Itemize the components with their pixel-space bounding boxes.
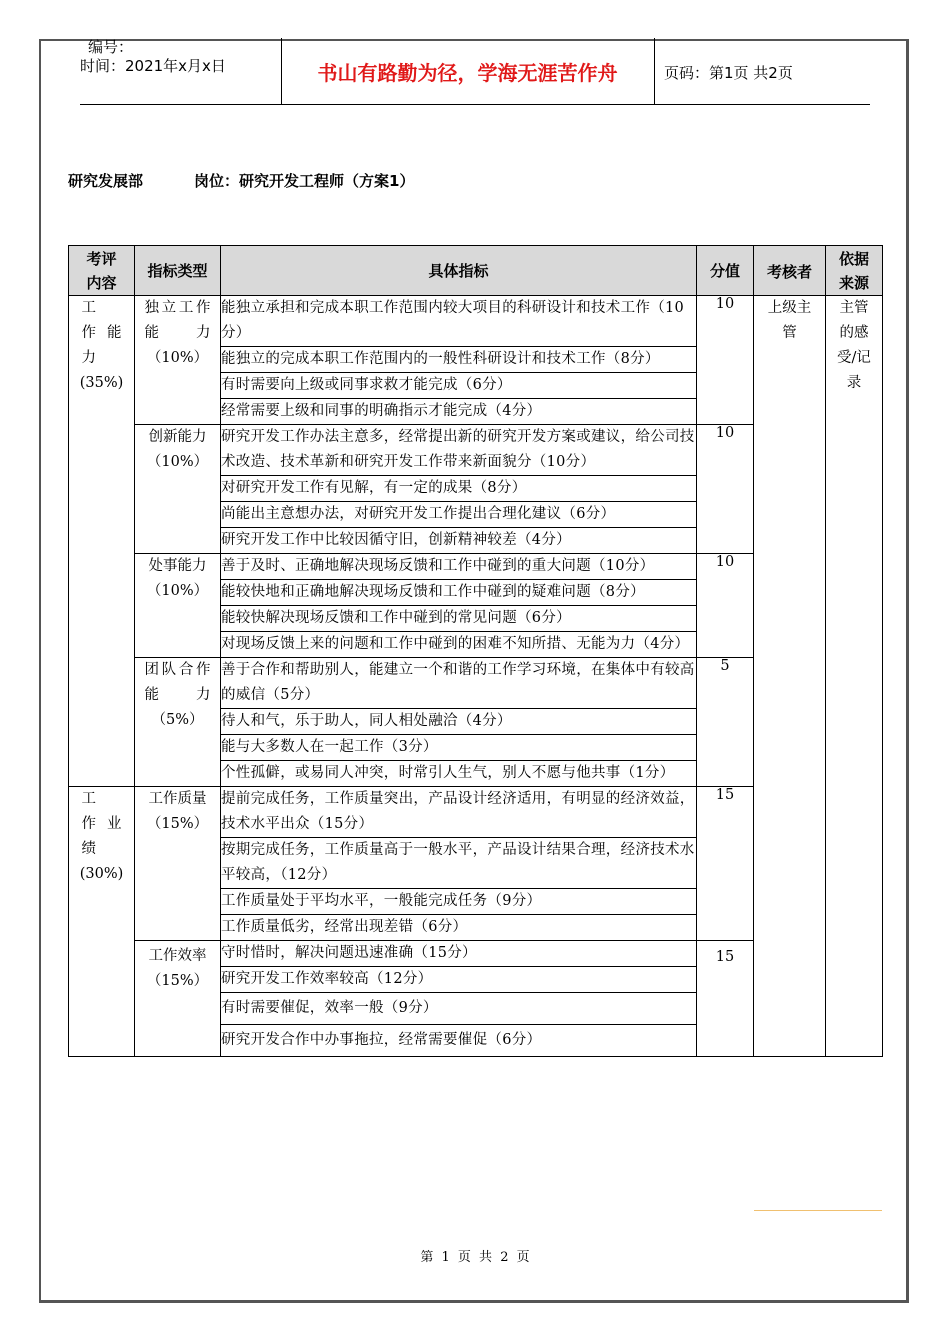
indicator-cell: 提前完成任务，工作质量突出，产品设计经济适用，有明显的经济效益，技术水平出众（15分）: [221, 787, 697, 838]
score-cell: 10: [697, 296, 754, 425]
reviewer-cell: 上级主管: [754, 296, 826, 1057]
indicator-cell: 按期完成任务，工作质量高于一般水平，产品设计结果合理，经济技术水平较高，（12分）: [221, 838, 697, 889]
header-area: 考评内容: [69, 246, 135, 296]
indicator-cell: 有时需要催促，效率一般（9分）: [221, 993, 697, 1025]
document-header: [80, 38, 870, 104]
indicator-cell: 研究开发工作中比较因循守旧，创新精神较差（4分）: [221, 528, 697, 554]
number-label: 编号：: [88, 38, 134, 56]
date-label: 时间：2021年x月x日: [80, 57, 226, 75]
score-cell: 10: [697, 554, 754, 658]
category-name: 处事能力: [148, 558, 207, 574]
score-cell: 10: [697, 425, 754, 554]
score-cell: 15: [697, 787, 754, 941]
indicator-cell: 能与大多数人在一起工作（3分）: [221, 735, 697, 761]
evaluation-table: [68, 245, 883, 1057]
area-weight: (35%): [79, 375, 124, 391]
area-name: 工 作业 绩: [81, 791, 136, 857]
header-rule: [80, 104, 870, 105]
category-cell: [135, 787, 221, 941]
category-weight: （15%）: [146, 816, 209, 832]
indicator-cell: 对现场反馈上来的问题和工作中碰到的困难不知所措、无能为力（4分）: [221, 632, 697, 658]
category-weight: （15%）: [146, 973, 209, 989]
indicator-cell: 善于及时、正确地解决现场反馈和工作中碰到的重大问题（10分）: [221, 554, 697, 580]
indicator-cell: 能独立承担和完成本职工作范围内较大项目的科研设计和技术工作（10分）: [221, 296, 697, 347]
category-cell: [135, 658, 221, 787]
category-weight: （5%）: [151, 712, 204, 728]
header-type: 指标类型: [135, 246, 221, 296]
position-label: 岗位：研究开发工程师（方案1）: [194, 172, 415, 190]
indicator-cell: 能独立的完成本职工作范围内的一般性科研设计和技术工作（8分）: [221, 347, 697, 373]
category-name: 工作效率: [148, 948, 207, 964]
indicator-cell: 研究开发工作效率较高（12分）: [221, 967, 697, 993]
category-weight: （10%）: [146, 454, 209, 470]
table-header-row: [69, 246, 883, 296]
header-meta: [80, 38, 280, 104]
department-label: 研究发展部: [68, 172, 144, 190]
indicator-cell: 能较快地和正确地解决现场反馈和工作中碰到的疑难问题（8分）: [221, 580, 697, 606]
header-indicator: 具体指标: [221, 246, 697, 296]
indicator-cell: 守时惜时，解决问题迅速准确（15分）: [221, 941, 697, 967]
header-motto: 书山有路勤为径，学海无涯苦作舟: [317, 60, 618, 85]
category-cell: [135, 425, 221, 554]
indicator-cell: 工作质量处于平均水平，一般能完成任务（9分）: [221, 889, 697, 915]
indicator-cell: 能较快解决现场反馈和工作中碰到的常见问题（6分）: [221, 606, 697, 632]
indicator-cell: 尚能出主意想办法，对研究开发工作提出合理化建议（6分）: [221, 502, 697, 528]
header-score: 分值: [697, 246, 754, 296]
indicator-cell: 对研究开发工作有见解，有一定的成果（8分）: [221, 476, 697, 502]
source-cell: 主管的感受/记录: [826, 296, 883, 1057]
indicator-cell: 研究开发合作中办事拖拉，经常需要催促（6分）: [221, 1025, 697, 1057]
category-name: 创新能力: [148, 429, 207, 445]
area-weight: (30%): [79, 866, 124, 882]
category-name: 工作质量: [148, 791, 207, 807]
area-cell: [69, 296, 135, 787]
category-cell: [135, 296, 221, 425]
indicator-cell: 工作质量低劣，经常出现差错（6分）: [221, 915, 697, 941]
indicator-cell: 经常需要上级和同事的明确指示才能完成（4分）: [221, 399, 697, 425]
indicator-cell: 善于合作和帮助别人，能建立一个和谐的工作学习环境，在集体中有较高的威信（5分）: [221, 658, 697, 709]
header-divider: [654, 38, 655, 104]
category-weight: （10%）: [146, 583, 209, 599]
header-page-number: 页码：第1页 共2页: [664, 64, 793, 82]
footer-rule: [754, 1210, 882, 1211]
category-name: 独立工作能 力: [144, 300, 211, 341]
indicator-cell: 研究开发工作办法主意多，经常提出新的研究开发方案或建议，给公司技术改造、技术革新和研究开发工作带来新面貌分（10分）: [221, 425, 697, 476]
indicator-cell: 有时需要向上级或同事求救才能完成（6分）: [221, 373, 697, 399]
category-weight: （10%）: [146, 350, 209, 366]
category-name: 团队合作能 力: [144, 662, 211, 703]
header-source: 依据来源: [826, 246, 883, 296]
indicator-cell: 个性孤僻，或易同人冲突，时常引人生气，别人不愿与他共事（1分）: [221, 761, 697, 787]
header-reviewer: 考核者: [754, 246, 826, 296]
area-cell: [69, 787, 135, 1057]
score-cell: 15: [697, 941, 754, 1057]
area-name: 工 作能 力: [81, 300, 136, 366]
category-cell: [135, 554, 221, 658]
category-cell: [135, 941, 221, 1057]
table-row: [69, 296, 883, 347]
page-footer: 第 1 页 共 2 页: [420, 1250, 530, 1265]
score-cell: 5: [697, 658, 754, 787]
indicator-cell: 待人和气，乐于助人，同人相处融洽（4分）: [221, 709, 697, 735]
